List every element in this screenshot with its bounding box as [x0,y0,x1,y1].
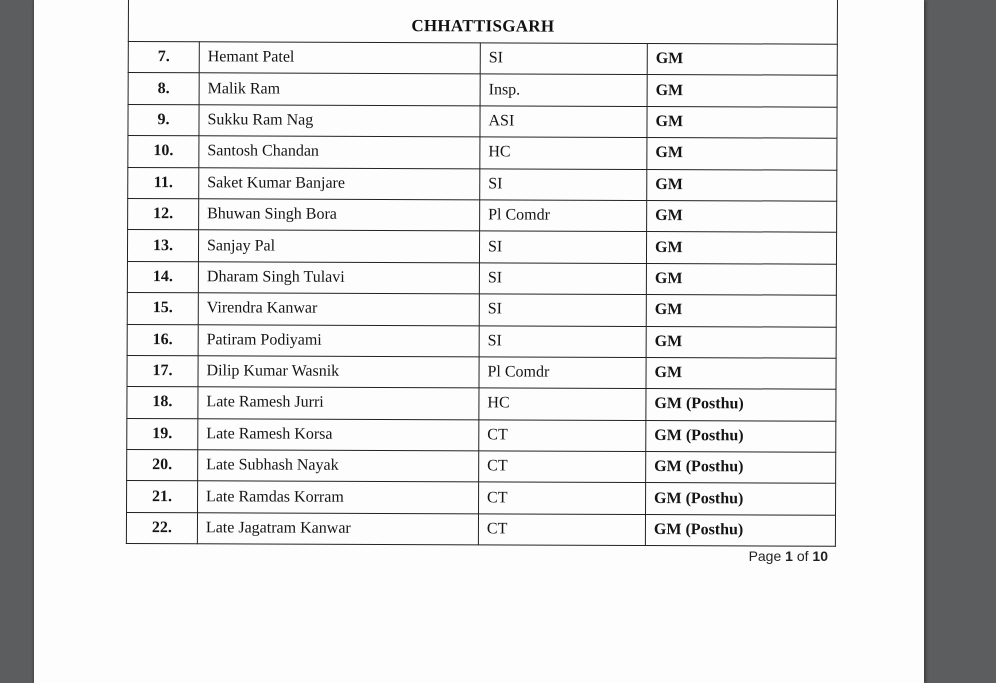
award-cell: GM (Posthu) [646,452,836,484]
person-rank: ASI [480,106,647,138]
award-cell: GM [647,75,837,107]
award-cell: GM [647,169,837,201]
award-cell: GM [646,326,836,358]
award-cell: GM [647,138,837,170]
person-name: Dharam Singh Tulavi [198,262,479,294]
row-number: 12. [128,198,199,230]
state-heading: CHHATTISGARH [411,16,555,36]
award-cell: GM (Posthu) [646,483,836,515]
table-row [128,167,837,201]
page-word: Page [748,548,782,564]
row-number: 20. [127,450,198,482]
award-cell: GM [647,106,837,138]
person-name: Saket Kumar Banjare [199,167,480,199]
person-rank: HC [479,388,646,420]
person-name: Bhuwan Singh Bora [199,199,480,231]
table-row [127,261,836,295]
current-page: 1 [785,548,793,564]
table-row [128,42,837,76]
person-name: Dilip Kumar Wasnik [198,356,479,388]
table-row [127,324,836,358]
person-name: Late Subhash Nayak [198,450,479,482]
roster-sheet [126,0,838,547]
person-rank: Pl Comdr [479,357,646,389]
table-row [127,293,836,327]
person-name: Late Ramesh Jurri [198,387,479,419]
person-rank: Pl Comdr [480,200,647,232]
person-rank: CT [479,451,646,483]
document-page [34,0,924,683]
person-rank: CT [478,514,645,546]
award-cell: GM [646,263,836,295]
table-row [127,355,836,389]
row-number: 10. [128,136,199,168]
row-number: 9. [128,104,199,136]
award-cell: GM [646,232,836,264]
person-rank: SI [479,263,646,295]
row-number: 16. [127,324,198,356]
award-cell: GM [646,295,836,327]
person-rank: CT [479,420,646,452]
award-cell: GM [646,357,836,389]
person-rank: SI [479,231,646,263]
row-number: 13. [127,230,198,262]
row-number: 7. [128,42,199,74]
table-row [128,104,837,138]
award-cell: GM (Posthu) [646,389,836,421]
table-row [127,450,836,484]
person-name: Late Ramesh Korsa [198,418,479,450]
row-number: 17. [127,355,198,387]
person-rank: HC [480,137,647,169]
table-row [126,512,835,546]
row-number: 22. [126,512,197,544]
row-number: 15. [127,293,198,325]
person-name: Hemant Patel [199,42,480,74]
person-rank: SI [480,168,647,200]
person-rank: SI [479,325,646,357]
award-cell: GM [647,200,837,232]
table-row [128,73,837,107]
table-row [127,387,836,421]
row-number: 11. [128,167,199,199]
row-number: 21. [127,481,198,513]
award-cell: GM (Posthu) [646,420,836,452]
table-row [128,136,837,170]
award-cell: GM (Posthu) [645,514,835,546]
row-number: 19. [127,418,198,450]
total-pages: 10 [812,548,828,564]
person-rank: Insp. [480,74,647,106]
table-row [127,481,836,515]
table-row [128,198,837,232]
person-rank: SI [480,43,647,75]
person-name: Late Ramdas Korram [198,481,479,513]
table-row [127,230,836,264]
person-rank: CT [479,482,646,514]
state-heading-row [128,0,838,44]
row-number: 18. [127,387,198,419]
person-name: Virendra Kanwar [198,293,479,325]
person-rank: SI [479,294,646,326]
award-cell: GM [647,43,837,75]
person-name: Sanjay Pal [198,230,479,262]
page-number [749,548,828,564]
row-number: 8. [128,73,199,105]
person-name: Santosh Chandan [199,136,480,168]
table-row [127,418,836,452]
person-name: Sukku Ram Nag [199,105,480,137]
roster-table [126,41,838,547]
row-number: 14. [127,261,198,293]
person-name: Late Jagatram Kanwar [197,513,478,545]
person-name: Patiram Podiyami [198,324,479,356]
of-word: of [796,548,809,564]
person-name: Malik Ram [199,73,480,105]
